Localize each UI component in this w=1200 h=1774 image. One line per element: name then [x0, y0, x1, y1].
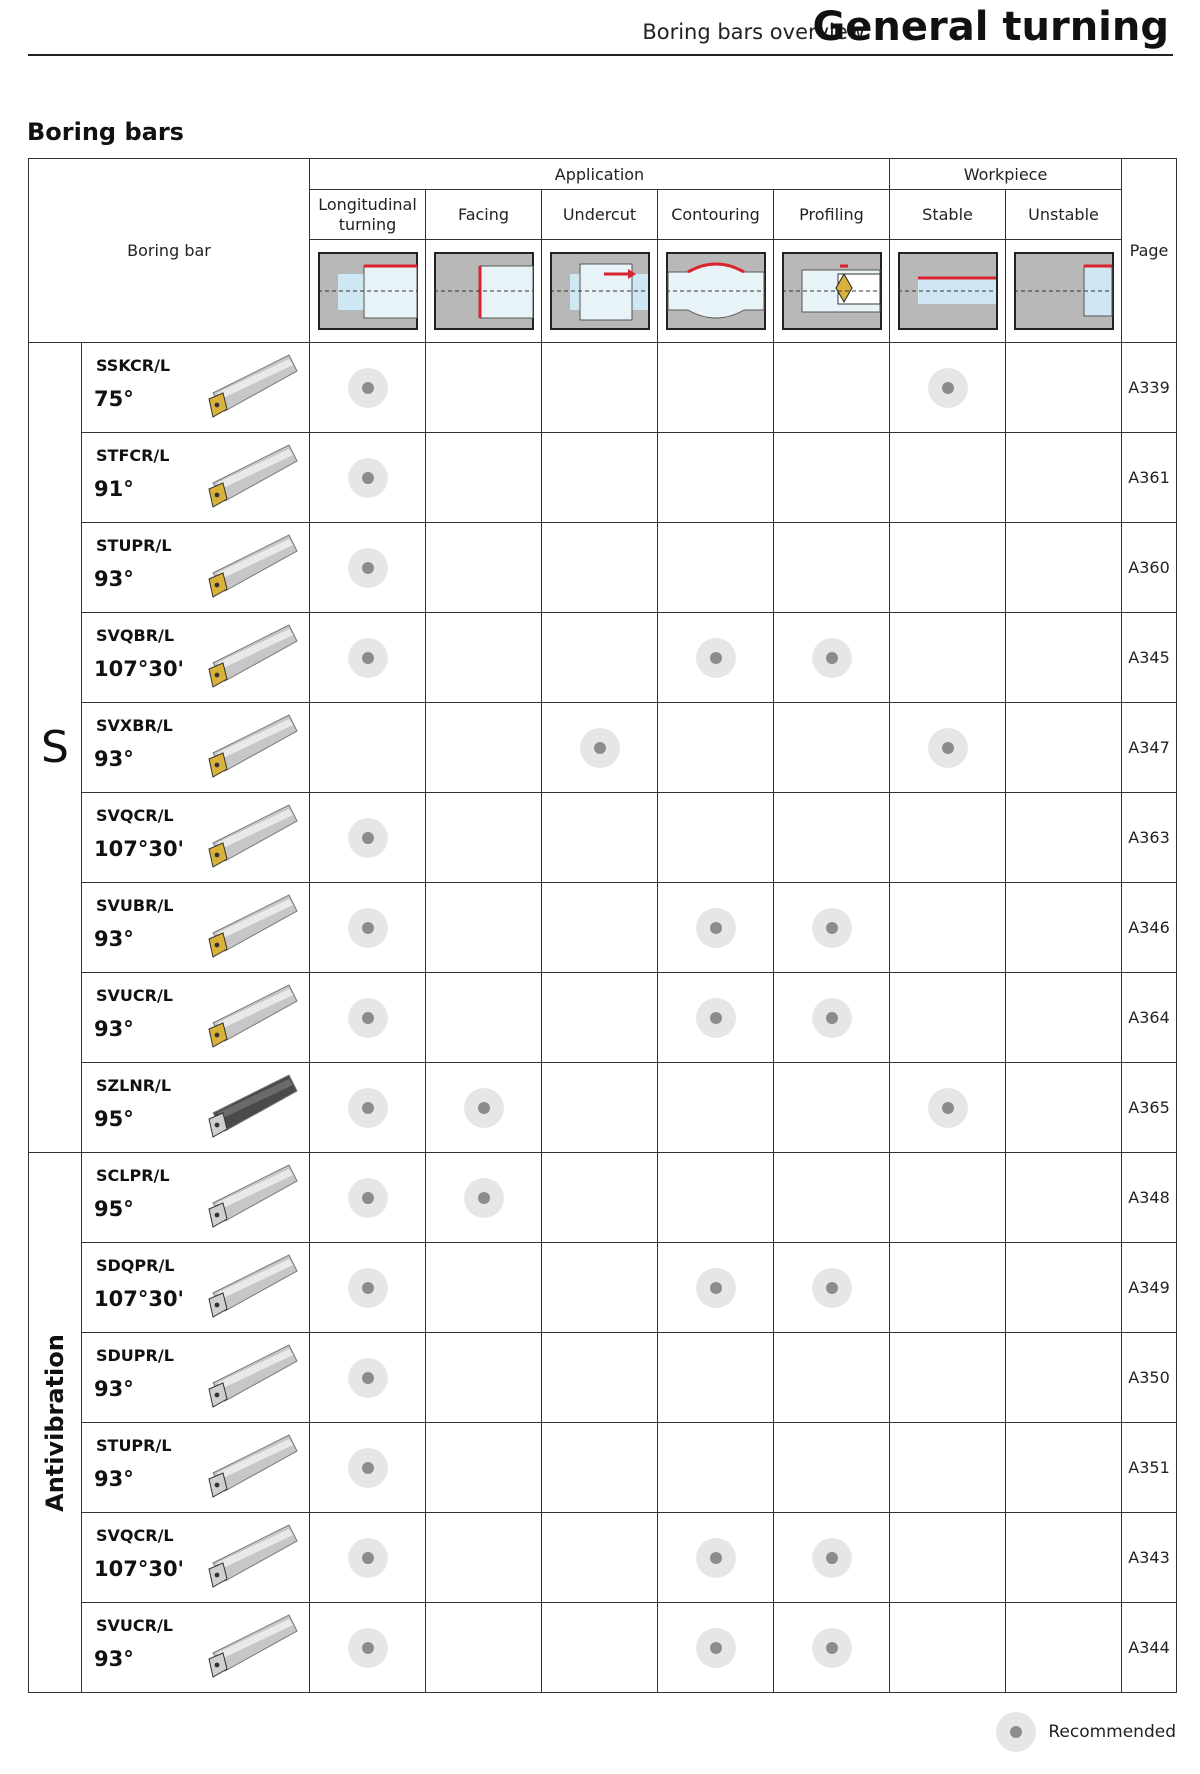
cell-facing	[426, 1333, 542, 1423]
tool-angle: 75°	[94, 387, 134, 411]
cell-unstable	[1006, 883, 1122, 973]
header-subtitle: Boring bars overview	[642, 20, 865, 44]
boring-bar-cell	[82, 1333, 310, 1423]
recommended-marker-icon	[812, 1538, 852, 1578]
page-ref: A363	[1122, 793, 1177, 883]
boring-bar-cell	[82, 1243, 310, 1333]
cell-contouring	[658, 1153, 774, 1243]
legend	[996, 1712, 1176, 1752]
recommended-marker-icon	[348, 1538, 388, 1578]
page-ref: A364	[1122, 973, 1177, 1063]
col-header-unstable: Unstable	[1006, 190, 1122, 240]
table-row	[29, 703, 1177, 793]
table-row	[29, 343, 1177, 433]
table-row	[29, 1333, 1177, 1423]
tool-angle: 91°	[94, 477, 134, 501]
section-title: Boring bars	[27, 118, 184, 146]
page-ref: A360	[1122, 523, 1177, 613]
cell-undercut	[542, 433, 658, 523]
page-header	[28, 0, 1173, 56]
page-ref: A344	[1122, 1603, 1177, 1693]
tool-angle: 107°30'	[94, 1557, 184, 1581]
cell-profiling	[774, 793, 890, 883]
cell-facing	[426, 1423, 542, 1513]
cell-unstable	[1006, 1603, 1122, 1693]
boring-bar-image	[203, 1429, 299, 1507]
boring-bar-image	[203, 439, 299, 517]
cell-contouring	[658, 523, 774, 613]
group-label-s: S	[29, 343, 82, 1153]
table-row	[29, 1243, 1177, 1333]
col-header-undercut: Undercut	[542, 190, 658, 240]
cell-stable	[890, 883, 1006, 973]
group-label-antivibration-cell	[29, 1153, 82, 1693]
cell-profiling	[774, 523, 890, 613]
legend-label: Recommended	[1048, 1722, 1176, 1742]
cell-contouring	[658, 703, 774, 793]
tool-angle: 107°30'	[94, 837, 184, 861]
tool-angle: 93°	[94, 1017, 134, 1041]
cell-contouring	[658, 793, 774, 883]
boring-bar-cell	[82, 613, 310, 703]
tool-code: STUPR/L	[96, 536, 172, 555]
cell-contouring	[658, 613, 774, 703]
tool-code: SVQCR/L	[96, 806, 174, 825]
boring-bar-cell	[82, 1063, 310, 1153]
cell-longitudinal	[310, 1603, 426, 1693]
schematic-facing	[426, 240, 542, 343]
cell-profiling	[774, 1063, 890, 1153]
cell-stable	[890, 793, 1006, 883]
page-ref: A349	[1122, 1243, 1177, 1333]
cell-contouring	[658, 1333, 774, 1423]
recommended-marker-icon	[812, 1268, 852, 1308]
boring-bar-cell	[82, 343, 310, 433]
cell-unstable	[1006, 793, 1122, 883]
cell-unstable	[1006, 433, 1122, 523]
boring-bar-image	[203, 1159, 299, 1237]
recommended-marker-icon	[348, 1628, 388, 1668]
cell-undercut	[542, 703, 658, 793]
tool-angle: 93°	[94, 747, 134, 771]
tool-angle: 93°	[94, 567, 134, 591]
page-ref: A345	[1122, 613, 1177, 703]
boring-bar-image	[203, 529, 299, 607]
recommended-marker-icon	[812, 908, 852, 948]
table-row	[29, 1603, 1177, 1693]
boring-bar-image	[203, 1069, 299, 1147]
recommended-marker-icon	[696, 998, 736, 1038]
cell-unstable	[1006, 1423, 1122, 1513]
cell-undercut	[542, 523, 658, 613]
cell-longitudinal	[310, 973, 426, 1063]
cell-contouring	[658, 1423, 774, 1513]
col-header-stable: Stable	[890, 190, 1006, 240]
col-header-profiling: Profiling	[774, 190, 890, 240]
cell-contouring	[658, 1603, 774, 1693]
page-header-cell: Page	[1122, 159, 1177, 343]
recommended-marker-icon	[348, 908, 388, 948]
table-row	[29, 973, 1177, 1063]
page-ref: A361	[1122, 433, 1177, 523]
recommended-marker-icon	[812, 638, 852, 678]
tool-angle: 93°	[94, 927, 134, 951]
cell-unstable	[1006, 1243, 1122, 1333]
cell-longitudinal	[310, 433, 426, 523]
cell-longitudinal	[310, 883, 426, 973]
tool-code: SVXBR/L	[96, 716, 173, 735]
recommended-marker-icon	[348, 1358, 388, 1398]
cell-contouring	[658, 343, 774, 433]
boring-bar-cell	[82, 523, 310, 613]
cell-stable	[890, 703, 1006, 793]
schematic-stable	[890, 240, 1006, 343]
boring-bar-header: Boring bar	[29, 159, 310, 343]
cell-longitudinal	[310, 343, 426, 433]
col-header-longitudinal: Longitudinal turning	[310, 190, 426, 240]
table-row	[29, 1153, 1177, 1243]
cell-stable	[890, 1243, 1006, 1333]
boring-bar-cell	[82, 1153, 310, 1243]
recommended-marker-icon	[348, 1268, 388, 1308]
table-row	[29, 793, 1177, 883]
page-ref: A350	[1122, 1333, 1177, 1423]
table-row	[29, 883, 1177, 973]
cell-facing	[426, 433, 542, 523]
cell-unstable	[1006, 703, 1122, 793]
cell-longitudinal	[310, 1333, 426, 1423]
cell-longitudinal	[310, 523, 426, 613]
boring-bar-cell	[82, 1603, 310, 1693]
cell-stable	[890, 1333, 1006, 1423]
recommended-marker-icon	[348, 998, 388, 1038]
boring-bar-cell	[82, 1513, 310, 1603]
boring-bar-image	[203, 979, 299, 1057]
cell-longitudinal	[310, 793, 426, 883]
cell-stable	[890, 343, 1006, 433]
cell-contouring	[658, 1063, 774, 1153]
tool-code: SZLNR/L	[96, 1076, 172, 1095]
page-ref: A365	[1122, 1063, 1177, 1153]
table-row	[29, 523, 1177, 613]
cell-undercut	[542, 1243, 658, 1333]
boring-bar-image	[203, 799, 299, 877]
cell-undercut	[542, 793, 658, 883]
recommended-marker-icon	[464, 1178, 504, 1218]
table-body	[29, 343, 1177, 1693]
schematic-contouring	[658, 240, 774, 343]
cell-contouring	[658, 1513, 774, 1603]
boring-bar-cell	[82, 703, 310, 793]
cell-facing	[426, 883, 542, 973]
cell-stable	[890, 1153, 1006, 1243]
workpiece-group-header: Workpiece	[890, 159, 1122, 190]
cell-unstable	[1006, 973, 1122, 1063]
cell-stable	[890, 523, 1006, 613]
cell-profiling	[774, 343, 890, 433]
cell-longitudinal	[310, 1063, 426, 1153]
tool-angle: 95°	[94, 1197, 134, 1221]
table-row	[29, 433, 1177, 523]
recommended-marker-icon	[348, 548, 388, 588]
table-row	[29, 613, 1177, 703]
cell-undercut	[542, 343, 658, 433]
tool-angle: 95°	[94, 1107, 134, 1131]
recommended-marker-icon	[696, 908, 736, 948]
cell-longitudinal	[310, 1243, 426, 1333]
cell-contouring	[658, 433, 774, 523]
cell-facing	[426, 1603, 542, 1693]
cell-contouring	[658, 883, 774, 973]
recommended-marker-icon	[348, 1088, 388, 1128]
cell-facing	[426, 1153, 542, 1243]
cell-facing	[426, 973, 542, 1063]
boring-bar-cell	[82, 883, 310, 973]
cell-undercut	[542, 1153, 658, 1243]
tool-angle: 93°	[94, 1467, 134, 1491]
cell-unstable	[1006, 613, 1122, 703]
cell-profiling	[774, 1333, 890, 1423]
cell-undercut	[542, 613, 658, 703]
recommended-marker-icon	[696, 1538, 736, 1578]
tool-code: SVQBR/L	[96, 626, 175, 645]
schematic-undercut	[542, 240, 658, 343]
application-group-header: Application	[310, 159, 890, 190]
page-ref: A348	[1122, 1153, 1177, 1243]
boring-bars-table	[28, 158, 1177, 1693]
cell-stable	[890, 1603, 1006, 1693]
recommended-marker-icon	[928, 728, 968, 768]
page-ref: A347	[1122, 703, 1177, 793]
recommended-marker-icon	[348, 458, 388, 498]
cell-unstable	[1006, 1063, 1122, 1153]
cell-longitudinal	[310, 703, 426, 793]
tool-code: SDUPR/L	[96, 1346, 174, 1365]
cell-facing	[426, 613, 542, 703]
cell-stable	[890, 1063, 1006, 1153]
page-ref: A343	[1122, 1513, 1177, 1603]
schematic-unstable	[1006, 240, 1122, 343]
recommended-marker-icon	[696, 1628, 736, 1668]
tool-code: SSKCR/L	[96, 356, 171, 375]
table-row	[29, 1513, 1177, 1603]
page-ref: A351	[1122, 1423, 1177, 1513]
boring-bar-image	[203, 889, 299, 967]
boring-bar-image	[203, 349, 299, 427]
cell-profiling	[774, 1513, 890, 1603]
tool-code: STFCR/L	[96, 446, 170, 465]
tool-angle: 93°	[94, 1377, 134, 1401]
tool-angle: 107°30'	[94, 657, 184, 681]
tool-code: SVUCR/L	[96, 1616, 173, 1635]
cell-longitudinal	[310, 1423, 426, 1513]
recommended-marker-icon	[348, 638, 388, 678]
tool-code: SCLPR/L	[96, 1166, 170, 1185]
tool-code: SVQCR/L	[96, 1526, 174, 1545]
recommended-marker-icon	[812, 1628, 852, 1668]
boring-bar-image	[203, 619, 299, 697]
col-header-contouring: Contouring	[658, 190, 774, 240]
cell-stable	[890, 613, 1006, 703]
recommended-marker-icon	[696, 1268, 736, 1308]
cell-undercut	[542, 1333, 658, 1423]
recommended-marker-icon	[348, 1448, 388, 1488]
table-row	[29, 1423, 1177, 1513]
table-row	[29, 1063, 1177, 1153]
col-header-facing: Facing	[426, 190, 542, 240]
recommended-marker-icon	[348, 368, 388, 408]
cell-profiling	[774, 1153, 890, 1243]
tool-angle: 107°30'	[94, 1287, 184, 1311]
cell-stable	[890, 433, 1006, 523]
recommended-marker-icon	[348, 818, 388, 858]
boring-bar-cell	[82, 433, 310, 523]
cell-profiling	[774, 1603, 890, 1693]
header-title: General turning	[812, 4, 1169, 50]
boring-bar-cell	[82, 1423, 310, 1513]
tool-code: STUPR/L	[96, 1436, 172, 1455]
cell-facing	[426, 523, 542, 613]
cell-facing	[426, 1063, 542, 1153]
cell-profiling	[774, 1243, 890, 1333]
boring-bar-image	[203, 1339, 299, 1417]
recommended-marker-icon	[696, 638, 736, 678]
cell-facing	[426, 343, 542, 433]
cell-facing	[426, 1243, 542, 1333]
cell-unstable	[1006, 1333, 1122, 1423]
page-ref: A339	[1122, 343, 1177, 433]
cell-contouring	[658, 1243, 774, 1333]
page-ref: A346	[1122, 883, 1177, 973]
cell-undercut	[542, 1513, 658, 1603]
tool-angle: 93°	[94, 1647, 134, 1671]
cell-unstable	[1006, 523, 1122, 613]
recommended-marker-icon	[348, 1178, 388, 1218]
cell-profiling	[774, 613, 890, 703]
cell-undercut	[542, 973, 658, 1063]
tool-code: SVUBR/L	[96, 896, 174, 915]
schematic-longitudinal	[310, 240, 426, 343]
cell-facing	[426, 793, 542, 883]
schematic-profiling	[774, 240, 890, 343]
cell-longitudinal	[310, 1513, 426, 1603]
recommended-marker-icon	[464, 1088, 504, 1128]
cell-contouring	[658, 973, 774, 1063]
cell-undercut	[542, 883, 658, 973]
recommended-marker-icon	[928, 368, 968, 408]
boring-bar-image	[203, 1519, 299, 1597]
cell-unstable	[1006, 1153, 1122, 1243]
cell-profiling	[774, 883, 890, 973]
recommended-marker-icon	[812, 998, 852, 1038]
cell-longitudinal	[310, 613, 426, 703]
cell-undercut	[542, 1063, 658, 1153]
cell-facing	[426, 703, 542, 793]
cell-unstable	[1006, 343, 1122, 433]
recommended-marker-icon	[996, 1712, 1036, 1752]
recommended-marker-icon	[928, 1088, 968, 1128]
cell-profiling	[774, 973, 890, 1063]
cell-undercut	[542, 1423, 658, 1513]
boring-bar-image	[203, 1609, 299, 1687]
cell-profiling	[774, 1423, 890, 1513]
cell-stable	[890, 1513, 1006, 1603]
cell-facing	[426, 1513, 542, 1603]
cell-stable	[890, 973, 1006, 1063]
boring-bar-image	[203, 1249, 299, 1327]
group-label-antivibration: Antivibration	[41, 1333, 69, 1512]
recommended-marker-icon	[580, 728, 620, 768]
boring-bar-image	[203, 709, 299, 787]
cell-profiling	[774, 703, 890, 793]
cell-unstable	[1006, 1513, 1122, 1603]
boring-bar-cell	[82, 793, 310, 883]
cell-longitudinal	[310, 1153, 426, 1243]
boring-bar-cell	[82, 973, 310, 1063]
tool-code: SDQPR/L	[96, 1256, 175, 1275]
cell-undercut	[542, 1603, 658, 1693]
tool-code: SVUCR/L	[96, 986, 173, 1005]
cell-profiling	[774, 433, 890, 523]
cell-stable	[890, 1423, 1006, 1513]
